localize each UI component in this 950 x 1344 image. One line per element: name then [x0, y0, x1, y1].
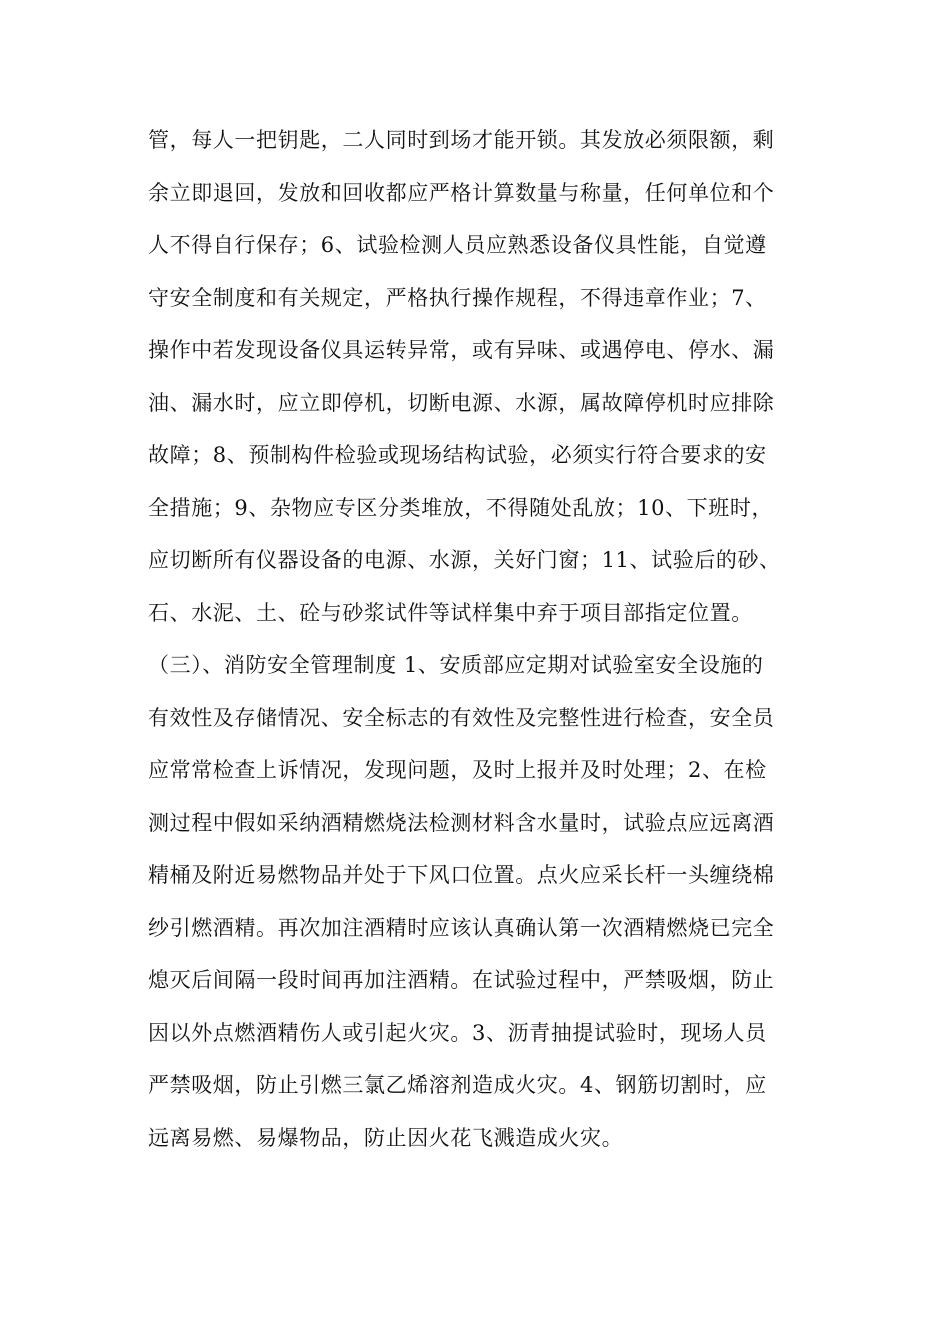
text-line: 远离易燃、易爆物品，防止因火花飞溅造成火灾。 [148, 1125, 624, 1150]
text-line: 守安全制度和有关规定，严格执行操作规程，不得违章作业；7、 [148, 285, 767, 310]
text-line: 严禁吸烟，防止引燃三氯乙烯溶剂造成火灾。4、钢筋切割时，应 [148, 1073, 767, 1097]
text-line: 余立即退回，发放和回收都应严格计算数量与称量，任何单位和个 [148, 180, 775, 205]
text-line: 应切断所有仪器设备的电源、水源，关好门窗；11、试验后的砂、 [148, 548, 781, 572]
text-line: 石、水泥、土、砼与砂浆试件等试样集中弃于项目部指定位置。 [148, 600, 753, 625]
text-line: 纱引燃酒精。再次加注酒精时应该认真确认第一次酒精燃烧已完全 [148, 915, 775, 940]
text-line: 应常常检查上诉情况，发现问题，及时上报并及时处理；2、在检 [148, 758, 767, 782]
text-line: 有效性及存储情况、安全标志的有效性及完整性进行检查，安全员 [148, 705, 775, 730]
text-line: 油、漏水时，应立即停机，切断电源、水源，属故障停机时应排除 [148, 390, 775, 415]
text-line: 熄灭后间隔一段时间再加注酒精。在试验过程中，严禁吸烟，防止 [148, 968, 775, 992]
text-line: 管，每人一把钥匙，二人同时到场才能开锁。其发放必须限额，剩 [148, 128, 775, 152]
text-line: 操作中若发现设备仪具运转异常，或有异味、或遇停电、停水、漏 [148, 338, 775, 362]
text-line: 精桶及附近易燃物品并处于下风口位置。点火应采长杆一头缠绕棉 [148, 863, 775, 887]
section-heading-line: （三）、消防安全管理制度 1、安质部应定期对试验室安全设施的 [148, 653, 764, 677]
body-text [148, 114, 828, 1164]
text-line: 故障；8、预制构件检验或现场结构试验，必须实行符合要求的安 [148, 443, 767, 467]
text-line: 人不得自行保存；6、试验检测人员应熟悉设备仪具性能，自觉遵 [148, 233, 767, 257]
text-line: 因以外点燃酒精伤人或引起火灾。3、沥青抽提试验时，现场人员 [148, 1020, 767, 1045]
text-line: 全措施；9、杂物应专区分类堆放，不得随处乱放；10、下班时， [148, 495, 774, 520]
text-line: 测过程中假如采纳酒精燃烧法检测材料含水量时，试验点应远离酒 [148, 810, 775, 835]
